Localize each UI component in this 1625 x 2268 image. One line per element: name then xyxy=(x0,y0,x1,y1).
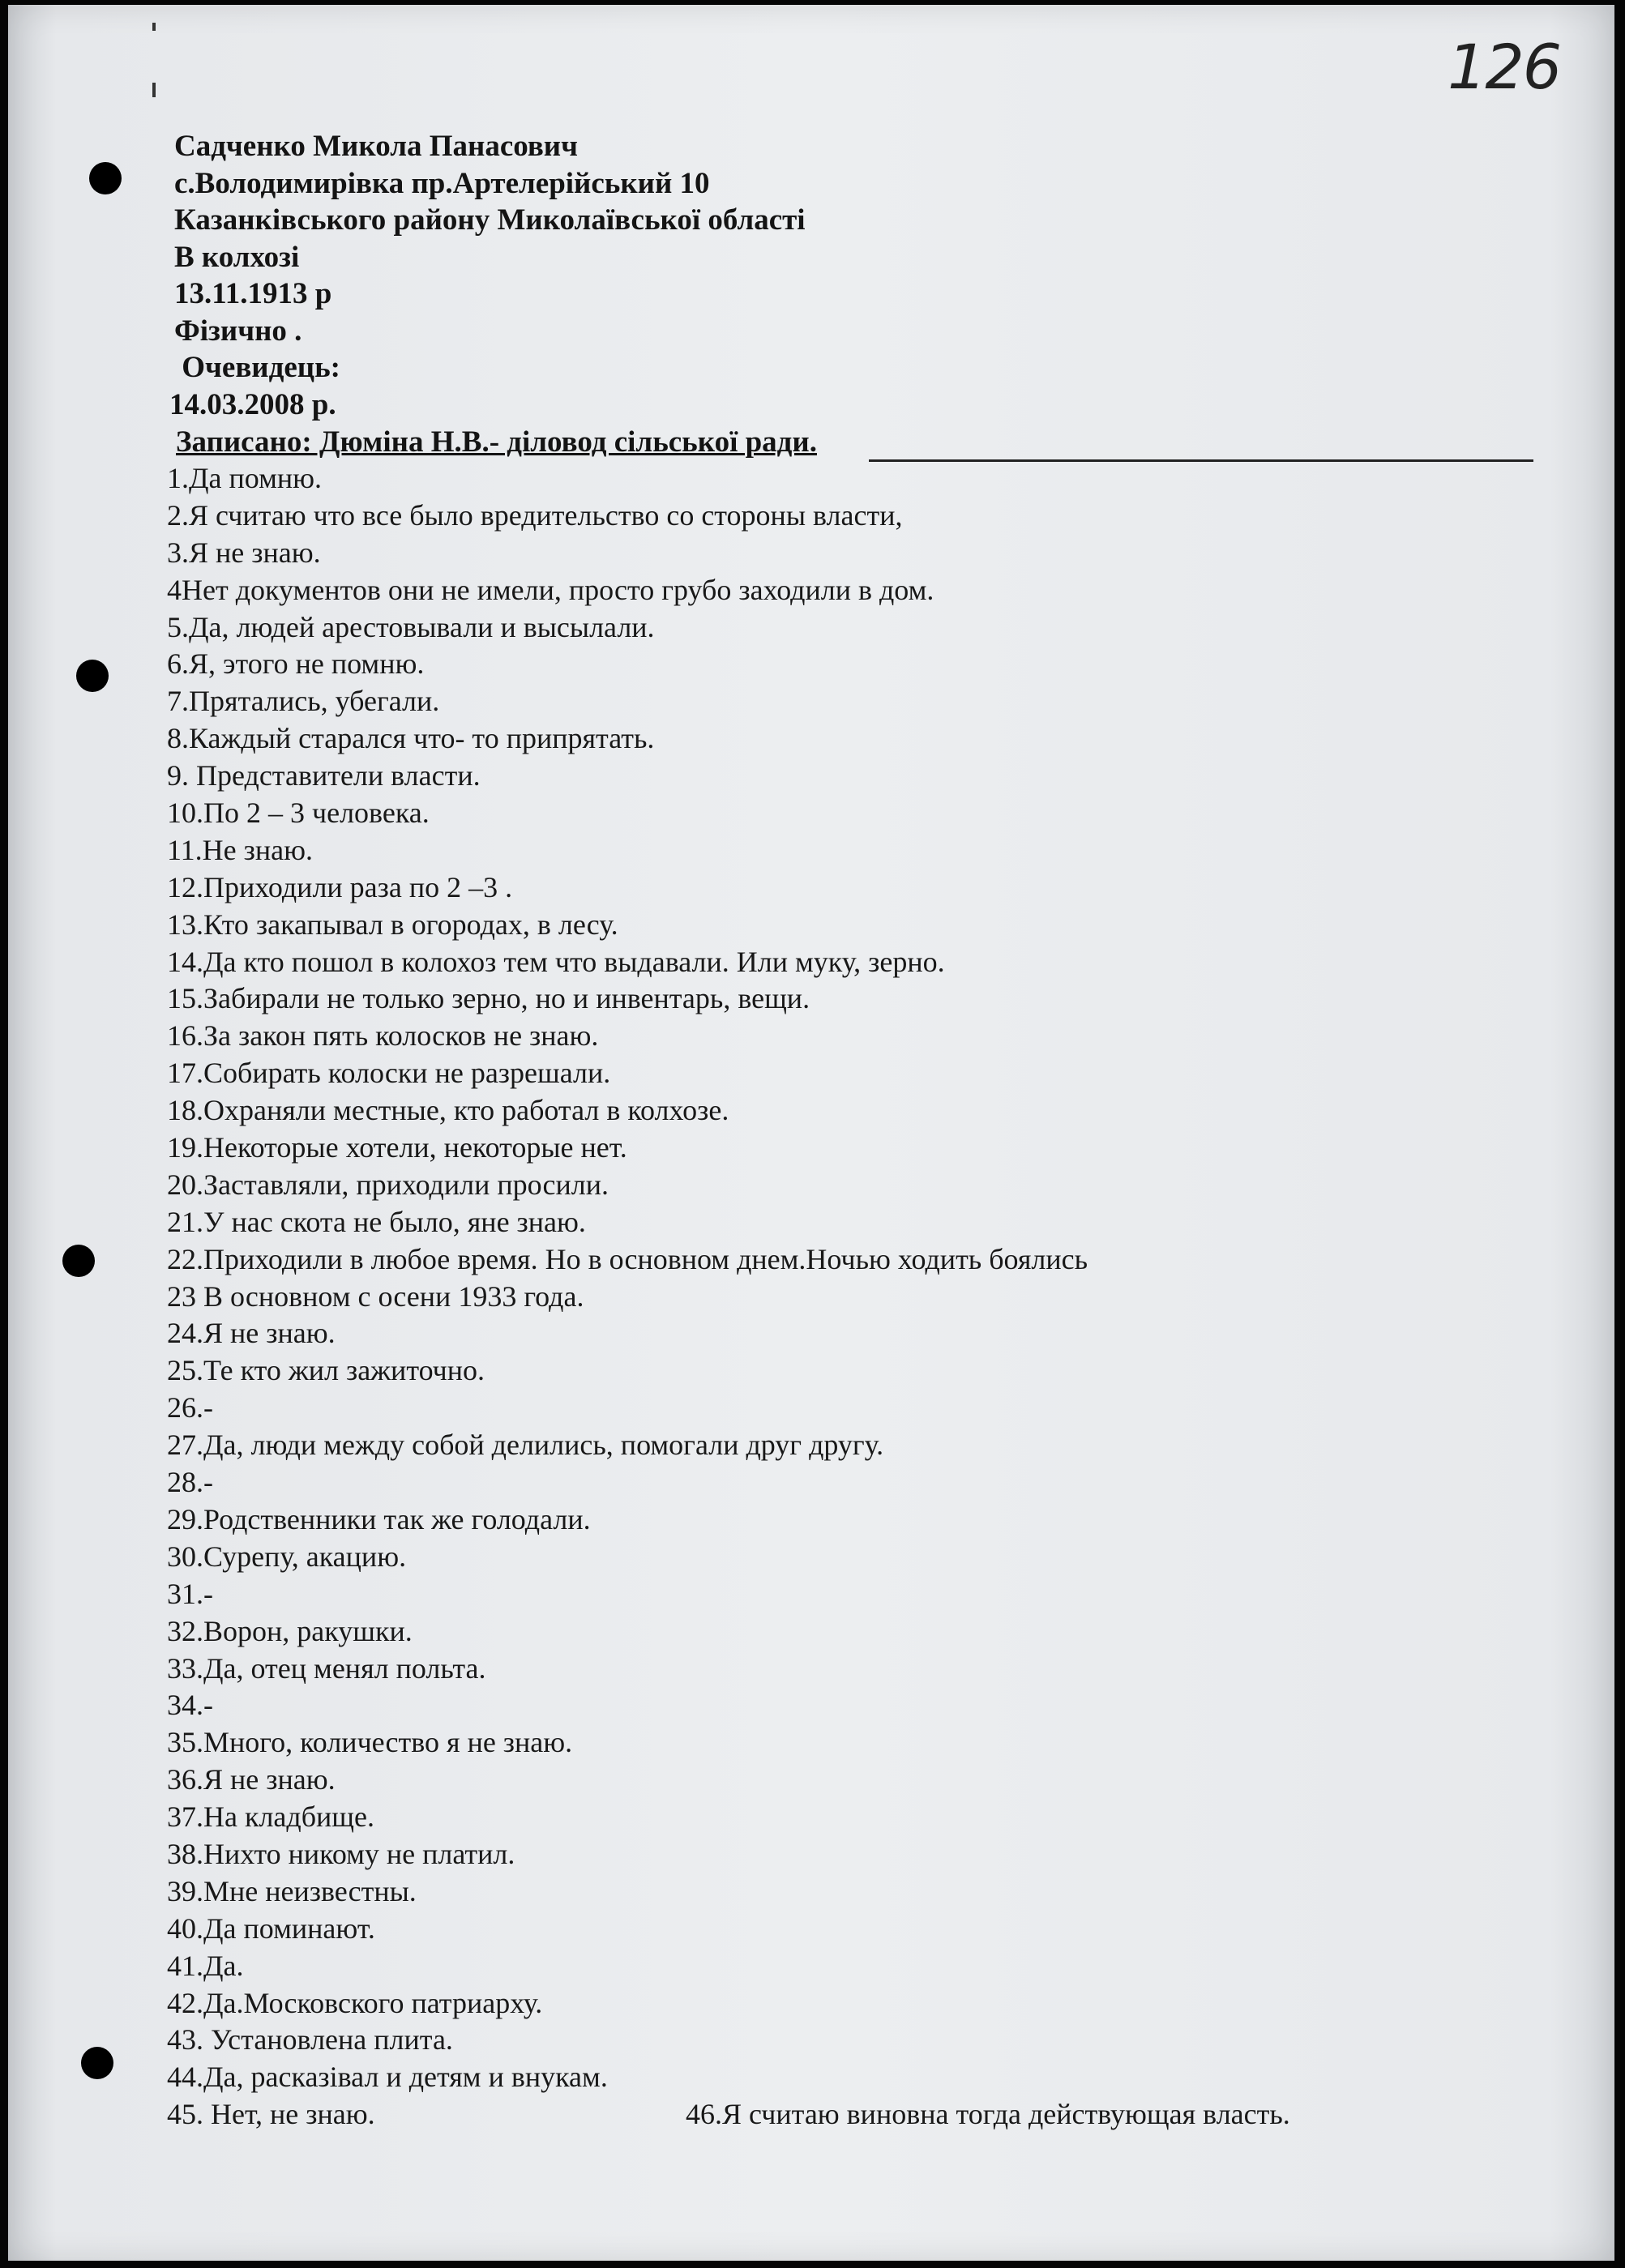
header-occupation: В колхозі xyxy=(174,240,300,274)
answer-item: 36.Я не знаю. xyxy=(167,1763,336,1796)
answer-item: 5.Да, людей арестовывали и высылали. xyxy=(167,610,655,643)
handwritten-page-number: 126 xyxy=(1448,31,1561,103)
answer-46: 46.Я считаю виновна тогда действующая власть. xyxy=(686,2098,1290,2131)
recorded-by: Записано: Дюміна Н.В.- діловод сільської ради. xyxy=(176,425,817,459)
answer-item: 12.Приходили раза по 2 –3 . xyxy=(167,870,513,903)
answer-item: 34.- xyxy=(167,1689,213,1722)
answer-item: 44.Да, расказівал и детям и внукам. xyxy=(167,2061,608,2094)
header-record-date: 14.03.2008 р. xyxy=(169,387,336,421)
answer-item: 2.Я считаю что все было вредительство со стороны власти, xyxy=(167,498,903,532)
answer-item: 18.Охраняли местные, кто работал в колхозе. xyxy=(167,1094,729,1127)
punch-hole xyxy=(62,1245,95,1277)
answer-item: 13.Кто закапывал в огородах, в лесу. xyxy=(167,908,618,941)
answer-item: 24.Я не знаю. xyxy=(167,1317,336,1350)
answer-item: 42.Да.Московского патриарху. xyxy=(167,1986,543,2019)
header-witness: Очевидець: xyxy=(174,351,340,384)
header-address: с.Володимирівка пр.Артелерійський 10 xyxy=(174,166,710,200)
answer-item: 33.Да, отец менял польта. xyxy=(167,1651,486,1685)
answer-item: 25.Те кто жил зажиточно. xyxy=(167,1354,485,1387)
answer-item: 31.- xyxy=(167,1577,213,1610)
answer-item: 11.Не знаю. xyxy=(167,833,313,866)
answer-item: 38.Нихто никому не платил. xyxy=(167,1837,515,1870)
answer-item: 4Нет документов они не имели, просто грубо заходили в дом. xyxy=(167,573,934,606)
answer-item: 20.Заставляли, приходили просили. xyxy=(167,1168,609,1201)
answer-item: 17.Собирать колоски не разрешали. xyxy=(167,1057,611,1090)
header-name: Садченко Микола Панасович xyxy=(174,130,578,163)
answer-item: 9. Представители власти. xyxy=(167,759,481,792)
answer-item: 23 В основном с осени 1933 года. xyxy=(167,1279,584,1313)
document-page xyxy=(8,5,1614,2261)
answer-45: 45. Нет, не знаю. xyxy=(167,2098,375,2131)
answers-list xyxy=(167,460,1545,2133)
answer-item: 15.Забирали не только зерно, но и инвентарь, вещи. xyxy=(167,982,810,1015)
answer-item: 40.Да поминают. xyxy=(167,1911,375,1945)
answer-item: 7.Прятались, убегали. xyxy=(167,685,440,718)
answer-item: 29.Родственники так же голодали. xyxy=(167,1502,591,1535)
answer-item: 43. Установлена плита. xyxy=(167,2023,453,2057)
document-header xyxy=(169,128,1552,423)
recorded-by-row xyxy=(176,422,1533,464)
scan-mark xyxy=(152,23,156,31)
answer-item: 19.Некоторые хотели, некоторые нет. xyxy=(167,1131,627,1164)
answer-item: 8.Каждый старался что- то припрятать. xyxy=(167,722,655,755)
answer-item: 28.- xyxy=(167,1466,213,1499)
answer-item: 3.Я не знаю. xyxy=(167,536,321,569)
answer-item: 16.За закон пять колосков не знаю. xyxy=(167,1019,599,1053)
answer-item: 30.Сурепу, акацию. xyxy=(167,1540,407,1573)
header-form: Фізично . xyxy=(174,314,302,348)
answer-item: 10.По 2 – 3 человека. xyxy=(167,797,430,830)
answer-item: 14.Да кто пошол в колохоз тем что выдавали. Или муку, зерно. xyxy=(167,945,945,978)
punch-hole xyxy=(76,660,109,692)
answer-row-45-46 xyxy=(167,2096,1545,2133)
answer-item: 27.Да, люди между собой делились, помогали друг другу. xyxy=(167,1429,884,1462)
header-region: Казанківського району Миколаївської області xyxy=(174,203,806,237)
answer-item: 26.- xyxy=(167,1391,213,1424)
answer-item: 37.На кладбище. xyxy=(167,1800,375,1834)
punch-hole xyxy=(89,162,122,194)
answer-item: 22.Приходили в любое время. Но в основном днем.Ночью ходить боялись xyxy=(167,1242,1088,1275)
answer-item: 6.Я, этого не помню. xyxy=(167,647,425,681)
answer-item: 32.Ворон, ракушки. xyxy=(167,1614,413,1647)
scan-mark xyxy=(152,83,156,97)
punch-hole xyxy=(81,2047,113,2079)
answer-item: 1.Да помню. xyxy=(167,462,323,494)
answer-item: 35.Много, количество я не знаю. xyxy=(167,1726,573,1759)
header-birth-date: 13.11.1913 р xyxy=(174,277,332,310)
answer-item: 21.У нас скота не было, яне знаю. xyxy=(167,1205,586,1238)
answer-item: 39.Мне неизвестны. xyxy=(167,1874,417,1907)
answer-item: 41.Да. xyxy=(167,1949,244,1982)
